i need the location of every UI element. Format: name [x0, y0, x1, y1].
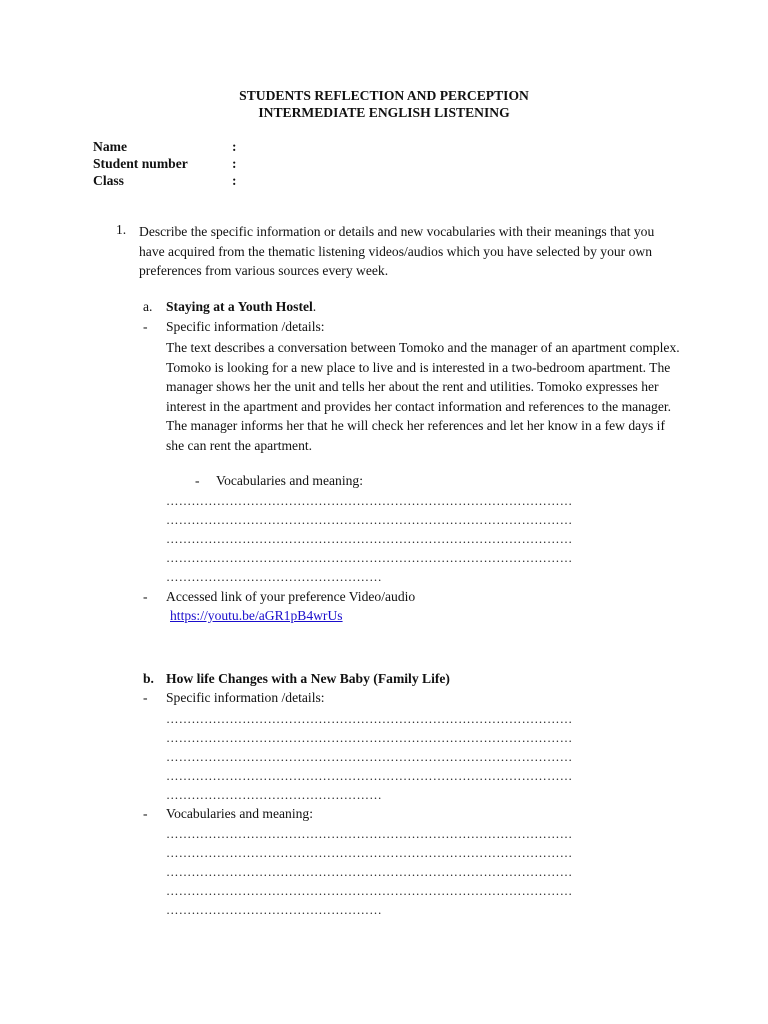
- section-b-specific-line-2: ……………………………………………………………………………………: [166, 731, 573, 745]
- section-b-title: How life Changes with a New Baby (Family Life): [166, 671, 450, 686]
- section-a-dash-specific: -: [143, 319, 148, 334]
- section-b-vocab-line-5: ……………………………………………: [166, 903, 382, 917]
- section-b-specific-line-4: ……………………………………………………………………………………: [166, 769, 573, 783]
- section-a-specific-text: The text describes a conversation between Tomoko and the manager of an apartment complex. Tomoko is looking for a new place to live and is interested in a two-bedroom apartment. The manager shows her the unit and tells her about the rent and utilities. Tomoko expresses her interest in the apartment and provides her contact information and references to the manager. The manager informs her that he will check her references and let her know in a few days if she can rent the apartment.: [166, 340, 680, 453]
- section-a-vocab-line-4: ……………………………………………………………………………………: [166, 551, 573, 565]
- section-a-marker: a.: [143, 299, 153, 314]
- section-a-dash-vocab: -: [195, 473, 200, 488]
- section-b-vocab-line-3: ……………………………………………………………………………………: [166, 865, 573, 879]
- section-a-link-label: Accessed link of your preference Video/audio: [166, 589, 416, 604]
- section-b-specific-label: Specific information /details:: [166, 690, 325, 705]
- field-name-sep: :: [232, 139, 237, 154]
- section-a-video-link[interactable]: https://youtu.be/aGR1pB4wrUs: [170, 608, 343, 623]
- section-a-title: Staying at a Youth Hostel: [166, 299, 313, 314]
- section-a-vocab-line-5: ……………………………………………: [166, 570, 382, 584]
- field-student-number-sep: :: [232, 156, 237, 171]
- field-name-label: Name: [93, 139, 127, 154]
- section-a-heading: [166, 299, 316, 315]
- document-title: STUDENTS REFLECTION AND PERCEPTION: [239, 88, 529, 103]
- section-a-vocab-line-1: ……………………………………………………………………………………: [166, 494, 573, 508]
- field-class-sep: :: [232, 173, 237, 188]
- document-subtitle: INTERMEDIATE ENGLISH LISTENING: [258, 105, 510, 120]
- section-a-dash-link: -: [143, 589, 148, 604]
- section-a-vocab-label: Vocabularies and meaning:: [216, 473, 363, 488]
- section-a-specific-label: Specific information /details:: [166, 319, 325, 334]
- section-a-vocab-line-3: ……………………………………………………………………………………: [166, 532, 573, 546]
- section-b-marker: b.: [143, 671, 154, 686]
- section-b-vocab-label: Vocabularies and meaning:: [166, 806, 313, 821]
- question-text: Describe the specific information or details and new vocabularies with their meanings that you have acquired from the thematic listening videos/audios which you have selected by your own preferences from various sources every week.: [139, 224, 655, 278]
- field-student-number-label: Student number: [93, 156, 188, 171]
- section-b-specific-line-1: ……………………………………………………………………………………: [166, 712, 573, 726]
- section-b-dash-vocab: -: [143, 806, 148, 821]
- section-a-vocab-line-2: ……………………………………………………………………………………: [166, 513, 573, 527]
- section-b-vocab-line-2: ……………………………………………………………………………………: [166, 846, 573, 860]
- question-number: 1.: [116, 222, 127, 237]
- section-b-dash-specific: -: [143, 690, 148, 705]
- section-b-specific-line-5: ……………………………………………: [166, 788, 382, 802]
- field-class-label: Class: [93, 173, 124, 188]
- section-a-title-punct: .: [312, 299, 317, 314]
- section-b-vocab-line-4: ……………………………………………………………………………………: [166, 884, 573, 898]
- section-b-specific-line-3: ……………………………………………………………………………………: [166, 750, 573, 764]
- section-b-vocab-line-1: ……………………………………………………………………………………: [166, 827, 573, 841]
